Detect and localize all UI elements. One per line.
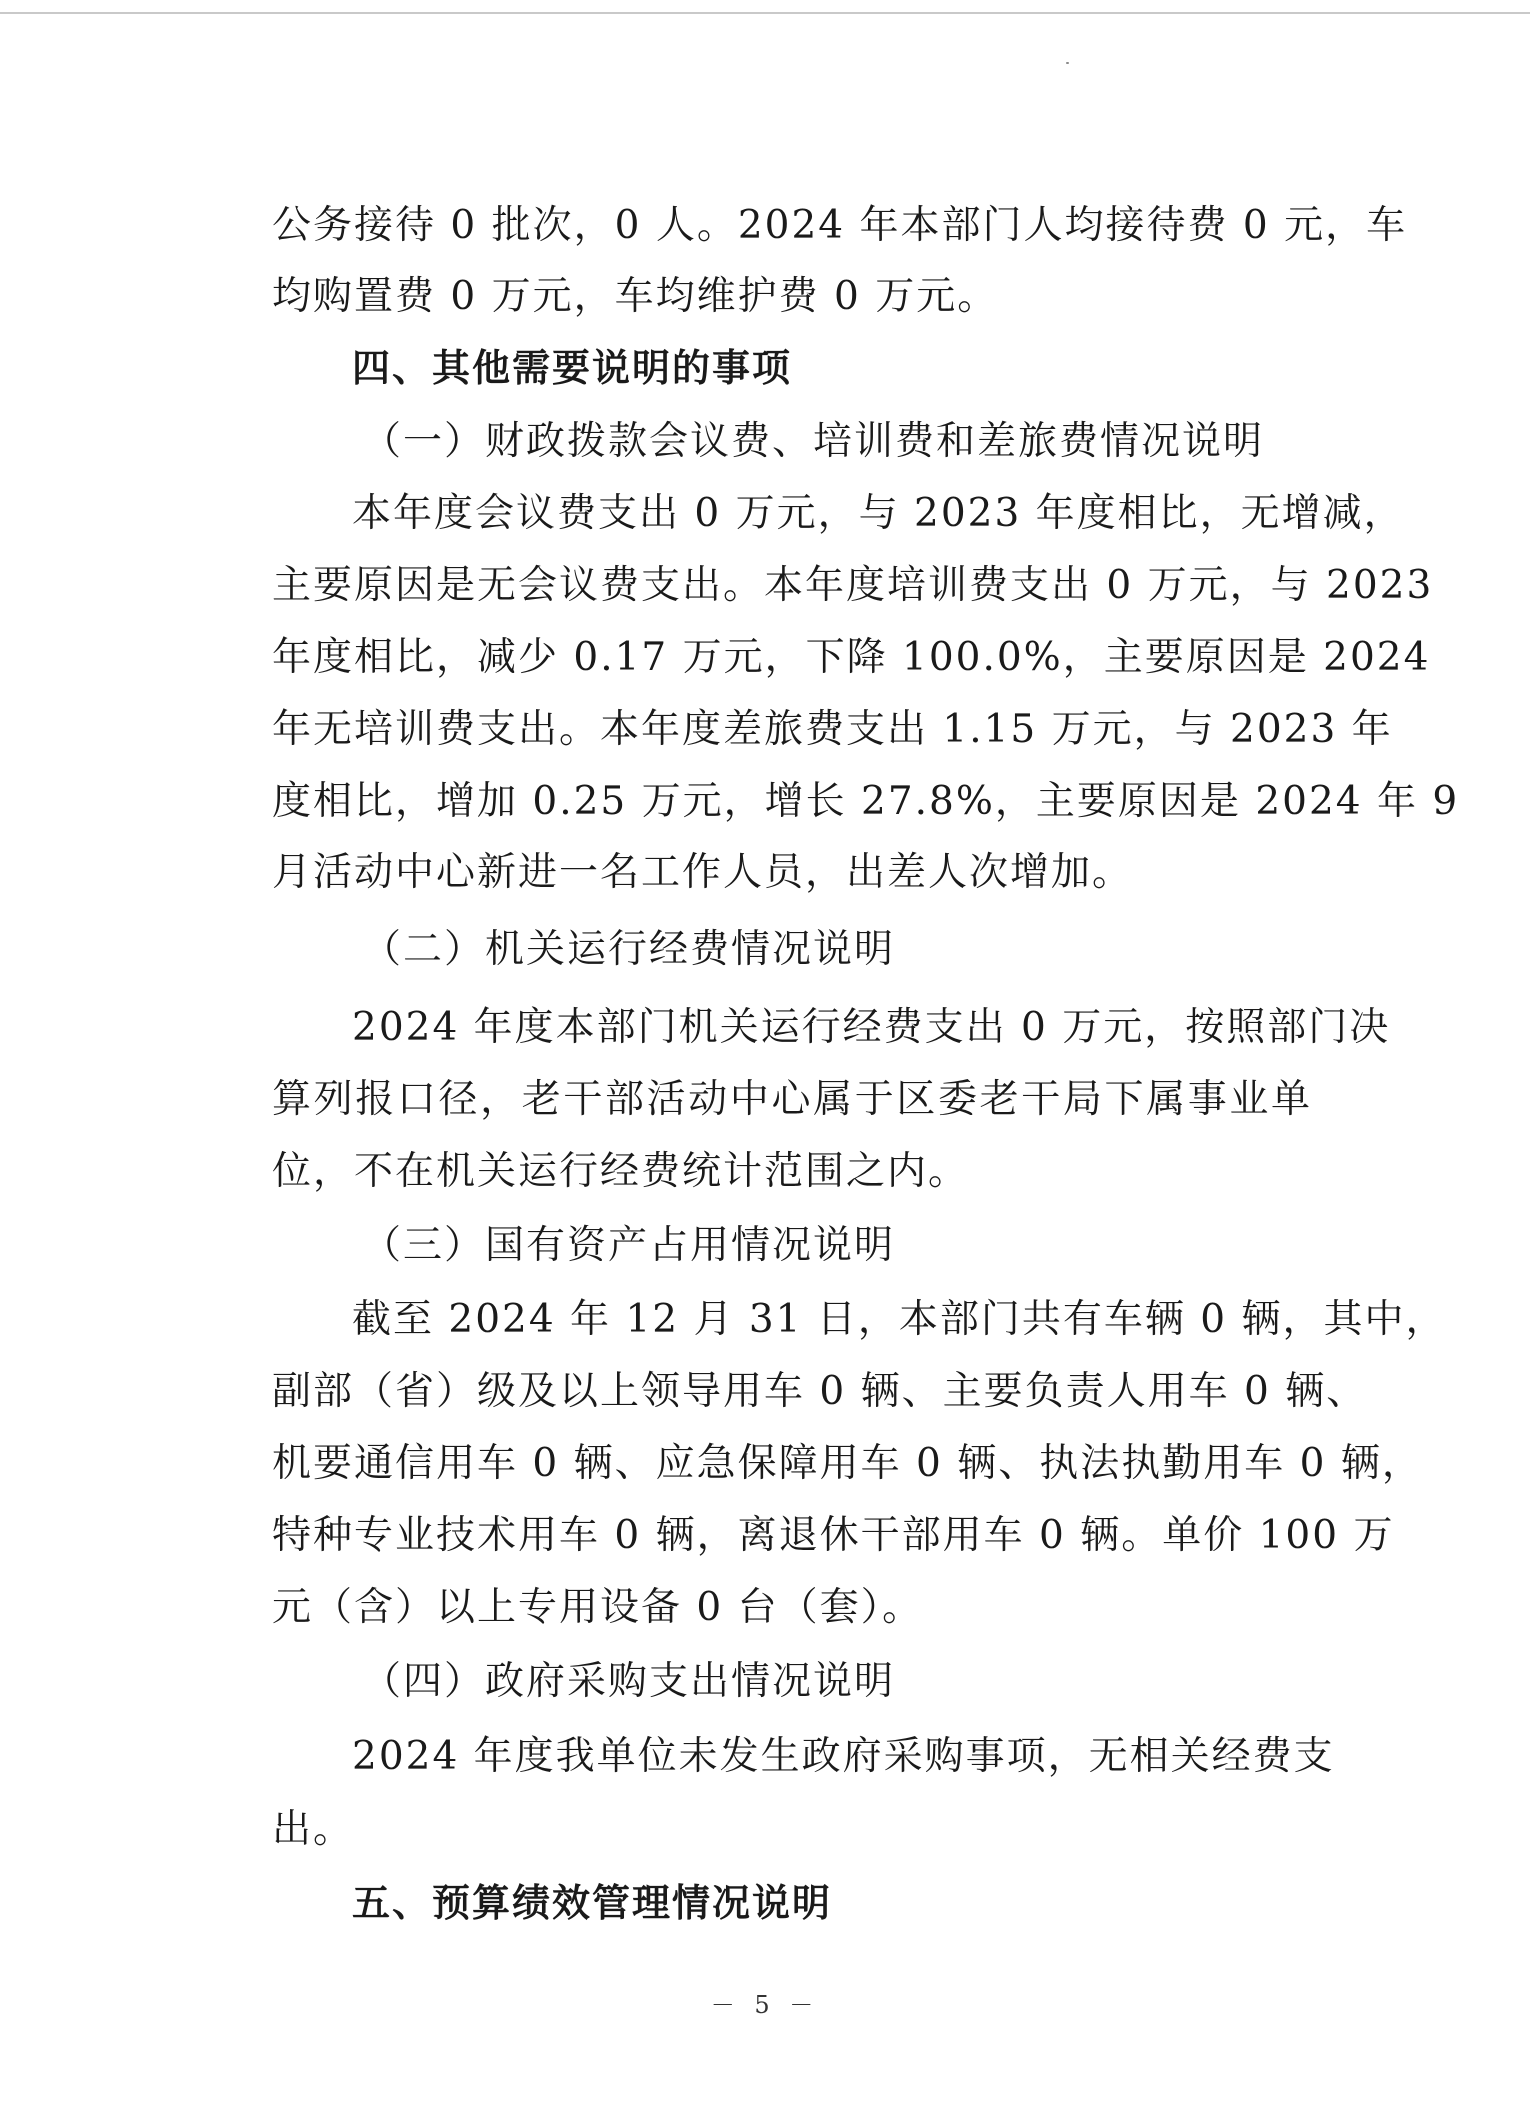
body-line: 特种专业技术用车 0 辆，离退休干部用车 0 辆。单价 100 万 (272, 1513, 1395, 1558)
subsection-heading: （一）财政拨款会议费、培训费和差旅费情况说明 (362, 419, 1265, 464)
page-number: － 5 － (710, 1991, 820, 2019)
body-line: 元（含）以上专用设备 0 台（套）。 (272, 1585, 924, 1630)
scan-top-edge (0, 12, 1530, 14)
body-line: 度相比，增加 0.25 万元，增长 27.8%，主要原因是 2024 年 9 (272, 779, 1460, 824)
body-line: 机要通信用车 0 辆、应急保障用车 0 辆、执法执勤用车 0 辆， (272, 1441, 1423, 1486)
body-line: 2024 年度本部门机关运行经费支出 0 万元，按照部门决 (352, 1005, 1391, 1050)
body-line: 2024 年度我单位未发生政府采购事项，无相关经费支 (352, 1734, 1335, 1779)
body-line: 年度相比，减少 0.17 万元，下降 100.0%，主要原因是 2024 (272, 635, 1431, 680)
subsection-heading: （二）机关运行经费情况说明 (362, 927, 896, 972)
body-line: 副部（省）级及以上领导用车 0 辆、主要负责人用车 0 辆、 (272, 1369, 1368, 1414)
body-line: 公务接待 0 批次，0 人。2024 年本部门人均接待费 0 元，车 (272, 203, 1408, 248)
scan-speck (1066, 62, 1069, 64)
body-line: 本年度会议费支出 0 万元，与 2023 年度相比，无增减， (352, 491, 1405, 536)
body-line: 均购置费 0 万元，车均维护费 0 万元。 (272, 274, 999, 319)
body-line: 截至 2024 年 12 月 31 日，本部门共有车辆 0 辆，其中， (352, 1297, 1447, 1342)
subsection-heading: （三）国有资产占用情况说明 (362, 1223, 896, 1268)
body-line: 算列报口径，老干部活动中心属于区委老干局下属事业单 (272, 1077, 1312, 1122)
subsection-heading: （四）政府采购支出情况说明 (362, 1659, 896, 1704)
body-line: 年无培训费支出。本年度差旅费支出 1.15 万元，与 2023 年 (272, 707, 1393, 752)
section-heading: 四、其他需要说明的事项 (352, 346, 793, 390)
body-line: 位，不在机关运行经费统计范围之内。 (272, 1149, 970, 1194)
body-line: 主要原因是无会议费支出。本年度培训费支出 0 万元，与 2023 (272, 563, 1434, 608)
body-line: 月活动中心新进一名工作人员，出差人次增加。 (272, 850, 1134, 895)
body-line: 出。 (272, 1807, 355, 1852)
section-heading: 五、预算绩效管理情况说明 (352, 1881, 833, 1925)
